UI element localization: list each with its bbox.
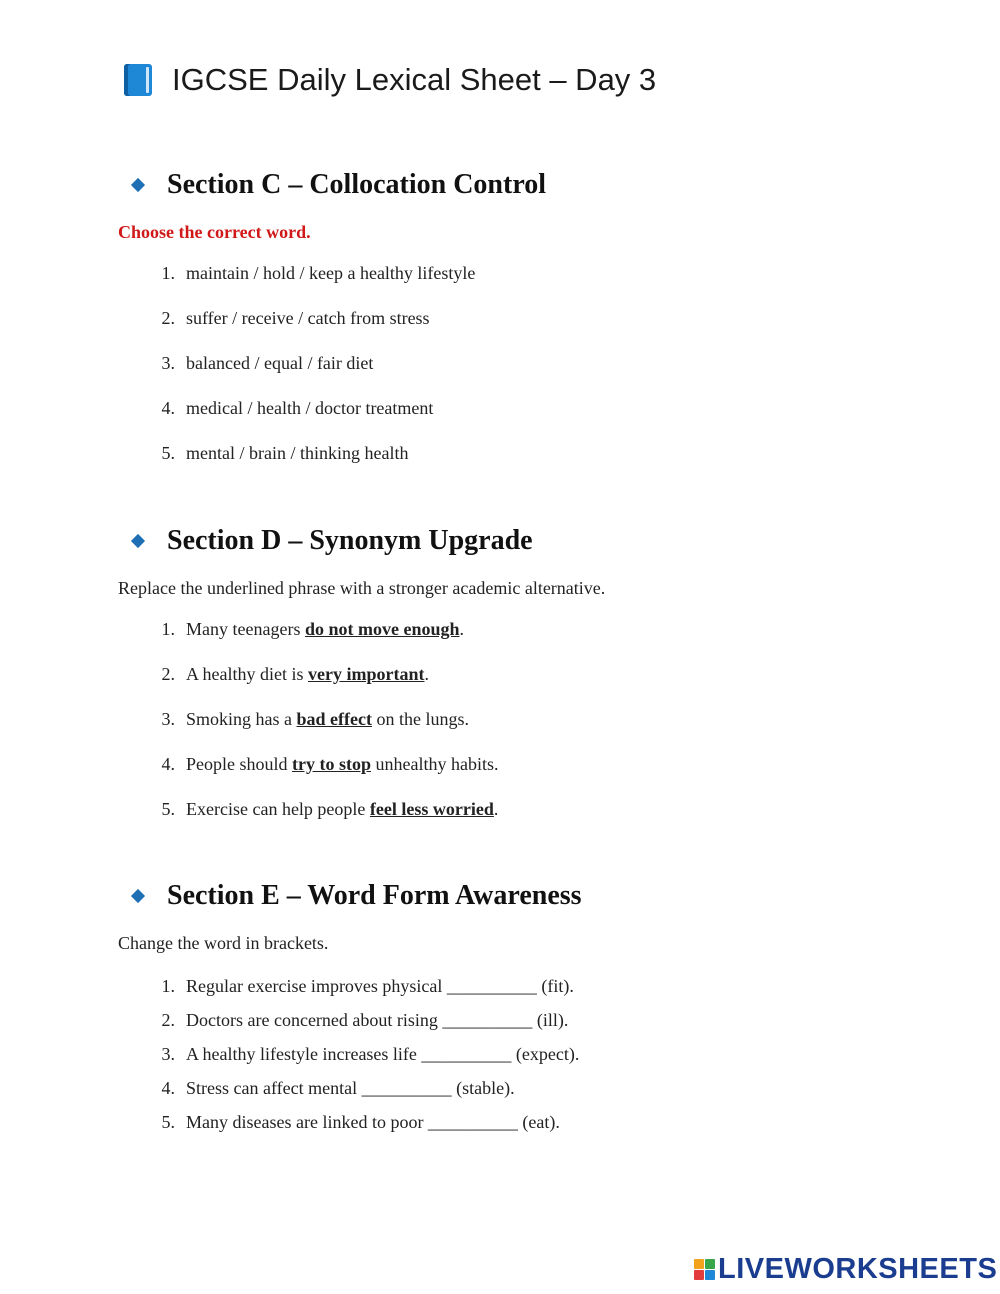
underlined-phrase: try to stop (292, 754, 371, 774)
underlined-phrase: do not move enough (304, 619, 460, 639)
list-item: 5 . mental / brain / thinking health (118, 443, 938, 488)
list-item: 5 . Exercise can help people feel less worried. (118, 799, 938, 844)
list-item: 3 . balanced / equal / fair diet (118, 353, 938, 398)
list-item: 1 . maintain / hold / keep a healthy lifestyle (118, 263, 938, 308)
section-d-list (118, 619, 938, 844)
list-item: 5 . Many diseases are linked to poor __________ (eat). (118, 1112, 938, 1146)
section-c (118, 165, 938, 488)
list-item: 3 . A healthy lifestyle increases life __________ (expect). (118, 1044, 938, 1078)
list-item: 1 . Regular exercise improves physical __________ (fit). (118, 976, 938, 1010)
list-item: 4 . medical / health / doctor treatment (118, 398, 938, 443)
list-item: 3 . Smoking has a bad effect on the lungs. (118, 709, 938, 754)
underlined-phrase: feel less worried (369, 799, 494, 819)
list-item: 2 . Doctors are concerned about rising __________ (ill). (118, 1010, 938, 1044)
blue-book-icon (124, 64, 152, 96)
section-d-heading: Section D – Synonym Upgrade (118, 521, 938, 561)
section-e (118, 876, 938, 1146)
page-title-text: IGCSE Daily Lexical Sheet – Day 3 (172, 62, 657, 97)
page-title (124, 62, 656, 98)
section-d (118, 521, 938, 844)
section-e-instruction: Change the word in brackets. (118, 933, 329, 953)
diamond-bullet-icon (131, 178, 145, 192)
liveworksheets-logo-icon (694, 1259, 715, 1280)
section-d-instruction: Replace the underlined phrase with a stronger academic alternative. (118, 578, 606, 598)
list-item: 4 . People should try to stop unhealthy habits. (118, 754, 938, 799)
list-item: 1 . Many teenagers do not move enough. (118, 619, 938, 664)
logo-block (694, 1270, 704, 1280)
logo-block (705, 1270, 715, 1280)
underlined-phrase: very important (307, 664, 425, 684)
section-c-instruction: Choose the correct word. (118, 222, 311, 242)
logo-block (694, 1259, 704, 1269)
liveworksheets-logo[interactable] (694, 1253, 997, 1286)
section-c-list (118, 263, 938, 488)
liveworksheets-logo-text: LIVEWORKSHEETS (718, 1253, 998, 1285)
list-item: 4 . Stress can affect mental __________ (stable). (118, 1078, 938, 1112)
diamond-bullet-icon (131, 889, 145, 903)
section-e-heading: Section E – Word Form Awareness (118, 876, 938, 916)
section-e-list (118, 976, 938, 1146)
logo-block (705, 1259, 715, 1269)
diamond-bullet-icon (131, 534, 145, 548)
list-item: 2 . A healthy diet is very important. (118, 664, 938, 709)
underlined-phrase: bad effect (296, 709, 372, 729)
section-c-heading: Section C – Collocation Control (118, 165, 938, 205)
list-item: 2 . suffer / receive / catch from stress (118, 308, 938, 353)
